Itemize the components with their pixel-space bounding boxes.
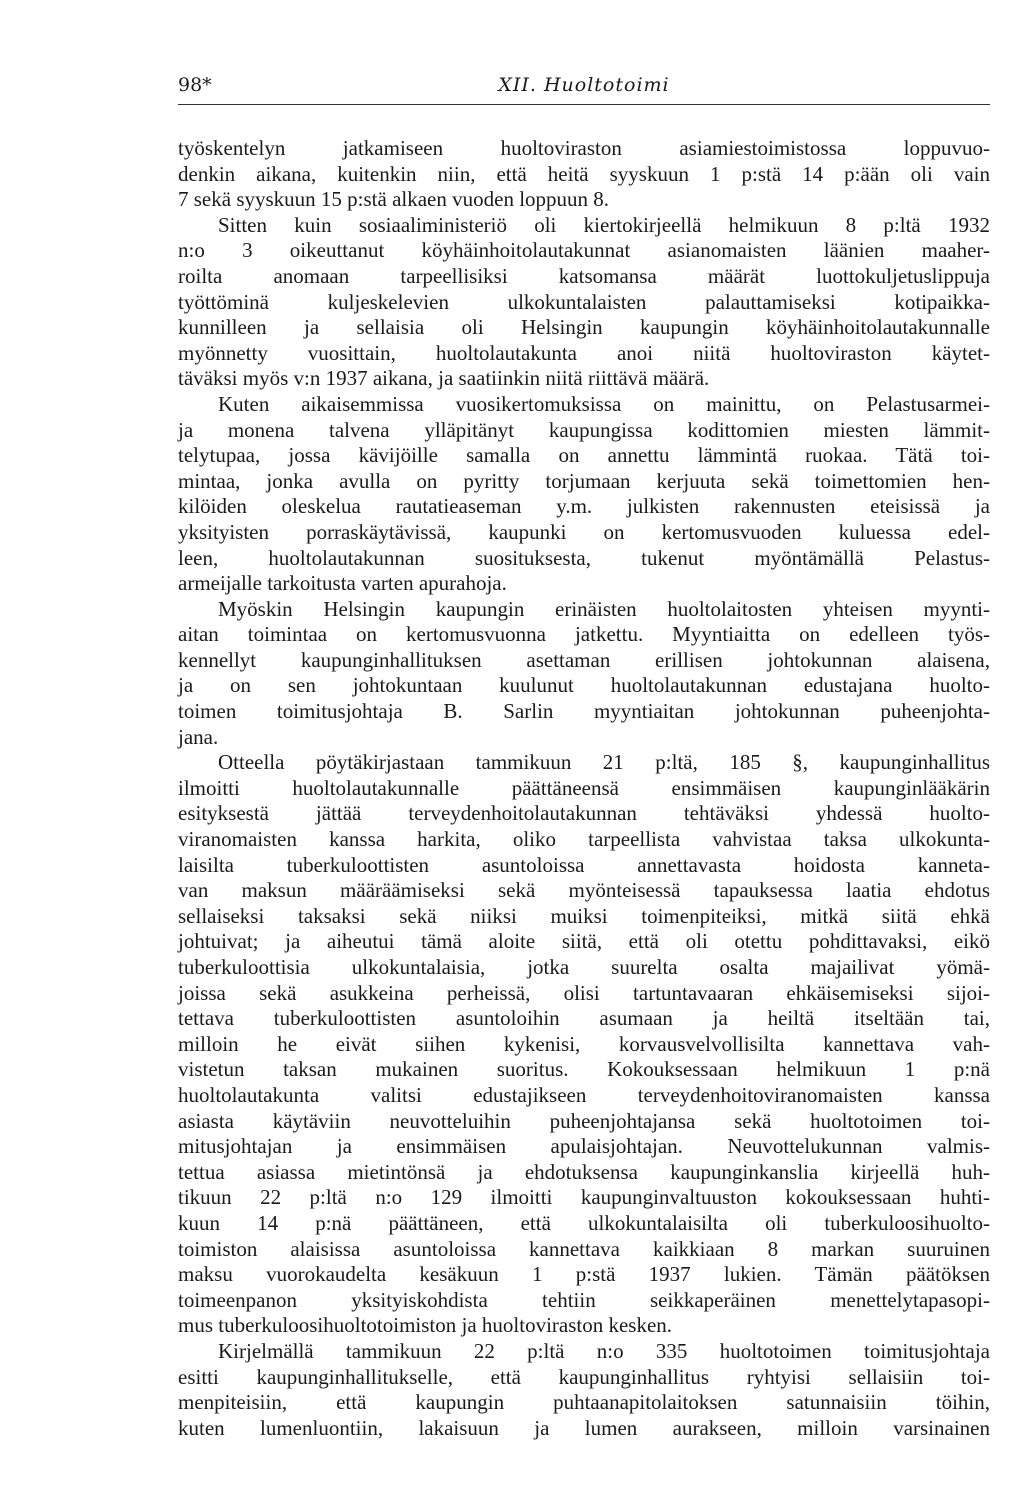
text-line: tikuun 22 p:ltä n:o 129 ilmoitti kaupunginvaltuuston kokouksessaan huhti- xyxy=(178,1185,990,1210)
text-line: kunnilleen ja sellaisia oli Helsingin kaupungin köyhäinhoitolautakunnalle xyxy=(178,315,990,340)
text-line: esityksestä jättää terveydenhoitolautakunnan tehtäväksi yhdessä huolto- xyxy=(178,801,990,826)
text-line: Otteella pöytäkirjastaan tammikuun 21 p:ltä, 185 §, kaupunginhallitus xyxy=(218,750,990,775)
text-line: tettava tuberkuloottisten asuntoloihin asumaan ja heiltä itseltään tai, xyxy=(178,1006,990,1031)
text-line: roilta anomaan tarpeellisiksi katsomansa määrät luottokuljetuslippuja xyxy=(178,263,990,288)
text-line: toimiston alaisissa asuntoloissa kannettava kaikkiaan 8 markan suuruinen xyxy=(178,1236,990,1261)
text-line: johtuivat; ja aiheutui tämä aloite siitä, että oli otettu pohdittavaksi, eikö xyxy=(178,929,990,954)
page-number: 98* xyxy=(178,74,212,96)
text-line: denkin aikana, kuitenkin niin, että heitä syyskuun 1 p:stä 14 p:ään oli vain xyxy=(178,161,990,186)
text-line: kilöiden oleskelua rautatieaseman y.m. julkisten rakennusten eteisissä ja xyxy=(178,494,990,519)
text-line: ja monena talvena ylläpitänyt kaupungissa kodittomien miesten lämmit- xyxy=(178,417,990,442)
text-line: van maksun määräämiseksi sekä myönteisessä tapauksessa laatia ehdotus xyxy=(178,878,990,903)
text-line: täväksi myös v:n 1937 aikana, ja saatiinkin niitä riittävä määrä. xyxy=(178,366,710,391)
text-line: kuten lumenluontiin, lakaisuun ja lumen aurakseen, milloin varsinainen xyxy=(178,1415,990,1440)
text-line: asiasta käytäviin neuvotteluihin puheenjohtajansa sekä huoltotoimen toi- xyxy=(178,1108,990,1133)
text-line: Kirjelmällä tammikuun 22 p:ltä n:o 335 huoltotoimen toimitusjohtaja xyxy=(218,1338,990,1363)
text-line: mitusjohtajan ja ensimmäisen apulaisjohtajan. Neuvottelukunnan valmis- xyxy=(178,1134,990,1159)
text-line: mus tuberkuloosihuoltotoimiston ja huoltoviraston kesken. xyxy=(178,1313,673,1338)
text-line: esitti kaupunginhallitukselle, että kaupunginhallitus ryhtyisi sellaisiin toi- xyxy=(178,1364,990,1389)
text-line: Myöskin Helsingin kaupungin erinäisten huoltolaitosten yhteisen myynti- xyxy=(218,596,990,621)
text-line: toimeenpanon yksityiskohdista tehtiin seikkaperäinen menettelytapasopi- xyxy=(178,1287,990,1312)
text-line: huoltolautakunta valitsi edustajikseen terveydenhoitoviranomaisten kanssa xyxy=(178,1082,990,1107)
text-line: vistetun taksan mukainen suoritus. Kokouksessaan helmikuun 1 p:nä xyxy=(178,1057,990,1082)
text-line: toimen toimitusjohtaja B. Sarlin myyntiaitan johtokunnan puheenjohta- xyxy=(178,699,990,724)
text-line: ja on sen johtokuntaan kuulunut huoltolautakunnan edustajana huolto- xyxy=(178,673,990,698)
text-line: työskentelyn jatkamiseen huoltoviraston asiamiestoimistossa loppuvuo- xyxy=(178,136,990,160)
header-rule xyxy=(178,104,990,105)
text-line: jana. xyxy=(178,724,219,749)
text-line: aitan toimintaa on kertomusvuonna jatkettu. Myyntiaitta on edelleen työs- xyxy=(178,622,990,647)
text-line: joissa sekä asukkeina perheissä, olisi tartuntavaaran ehkäisemiseksi sijoi- xyxy=(178,980,990,1005)
text-line: armeijalle tarkoitusta varten apurahoja. xyxy=(178,571,507,596)
text-line: 7 sekä syyskuun 15 p:stä alkaen vuoden loppuun 8. xyxy=(178,187,610,212)
text-line: työttöminä kuljeskelevien ulkokuntalaisten palauttamiseksi kotipaikka- xyxy=(178,289,990,314)
text-line: n:o 3 oikeuttanut köyhäinhoitolautakunnat asianomaisten läänien maaher- xyxy=(178,238,990,263)
text-line: tuberkuloottisia ulkokuntalaisia, jotka suurelta osalta majailivat yömä- xyxy=(178,955,990,979)
text-line: yksityisten porraskäytävissä, kaupunki on kertomusvuoden kuluessa edel- xyxy=(178,519,990,544)
text-line: viranomaisten kanssa harkita, oliko tarpeellista vahvistaa taksa ulkokunta- xyxy=(178,827,990,852)
running-title: XII. Huoltotoimi xyxy=(498,74,670,96)
text-line: sellaiseksi taksaksi sekä niiksi muiksi toimenpiteiksi, mitkä siitä ehkä xyxy=(178,903,990,928)
page-header xyxy=(178,74,990,106)
text-line: myönnetty vuosittain, huoltolautakunta anoi niitä huoltoviraston käytet- xyxy=(178,340,990,365)
text-line: leen, huoltolautakunnan suosituksesta, tukenut myöntämällä Pelastus- xyxy=(178,545,990,570)
body-text xyxy=(178,136,990,1441)
text-line: kennellyt kaupunginhallituksen asettaman erillisen johtokunnan alaisena, xyxy=(178,647,990,672)
text-line: telytupaa, jossa kävijöille samalla on annettu lämmintä ruokaa. Tätä toi- xyxy=(178,443,990,468)
text-line: mintaa, jonka avulla on pyritty torjumaan kerjuuta sekä toimettomien hen- xyxy=(178,468,990,493)
text-line: maksu vuorokaudelta kesäkuun 1 p:stä 1937 lukien. Tämän päätöksen xyxy=(178,1262,990,1287)
text-line: tettua asiassa mietintönsä ja ehdotuksensa kaupunginkanslia kirjeellä huh- xyxy=(178,1159,990,1184)
text-line: Kuten aikaisemmissa vuosikertomuksissa on mainittu, on Pelastusarmei- xyxy=(218,391,990,416)
text-line: Sitten kuin sosiaaliministeriö oli kiertokirjeellä helmikuun 8 p:ltä 1932 xyxy=(218,212,990,237)
text-line: kuun 14 p:nä päättäneen, että ulkokuntalaisilta oli tuberkuloosihuolto- xyxy=(178,1210,990,1235)
text-line: laisilta tuberkuloottisten asuntoloissa annettavasta hoidosta kanneta- xyxy=(178,852,990,877)
text-line: ilmoitti huoltolautakunnalle päättäneensä ensimmäisen kaupunginlääkärin xyxy=(178,775,990,800)
text-line: milloin he eivät siihen kykenisi, korvausvelvollisilta kannettava vah- xyxy=(178,1031,990,1056)
text-line: menpiteisiin, että kaupungin puhtaanapitolaitoksen satunnaisiin töihin, xyxy=(178,1390,990,1415)
